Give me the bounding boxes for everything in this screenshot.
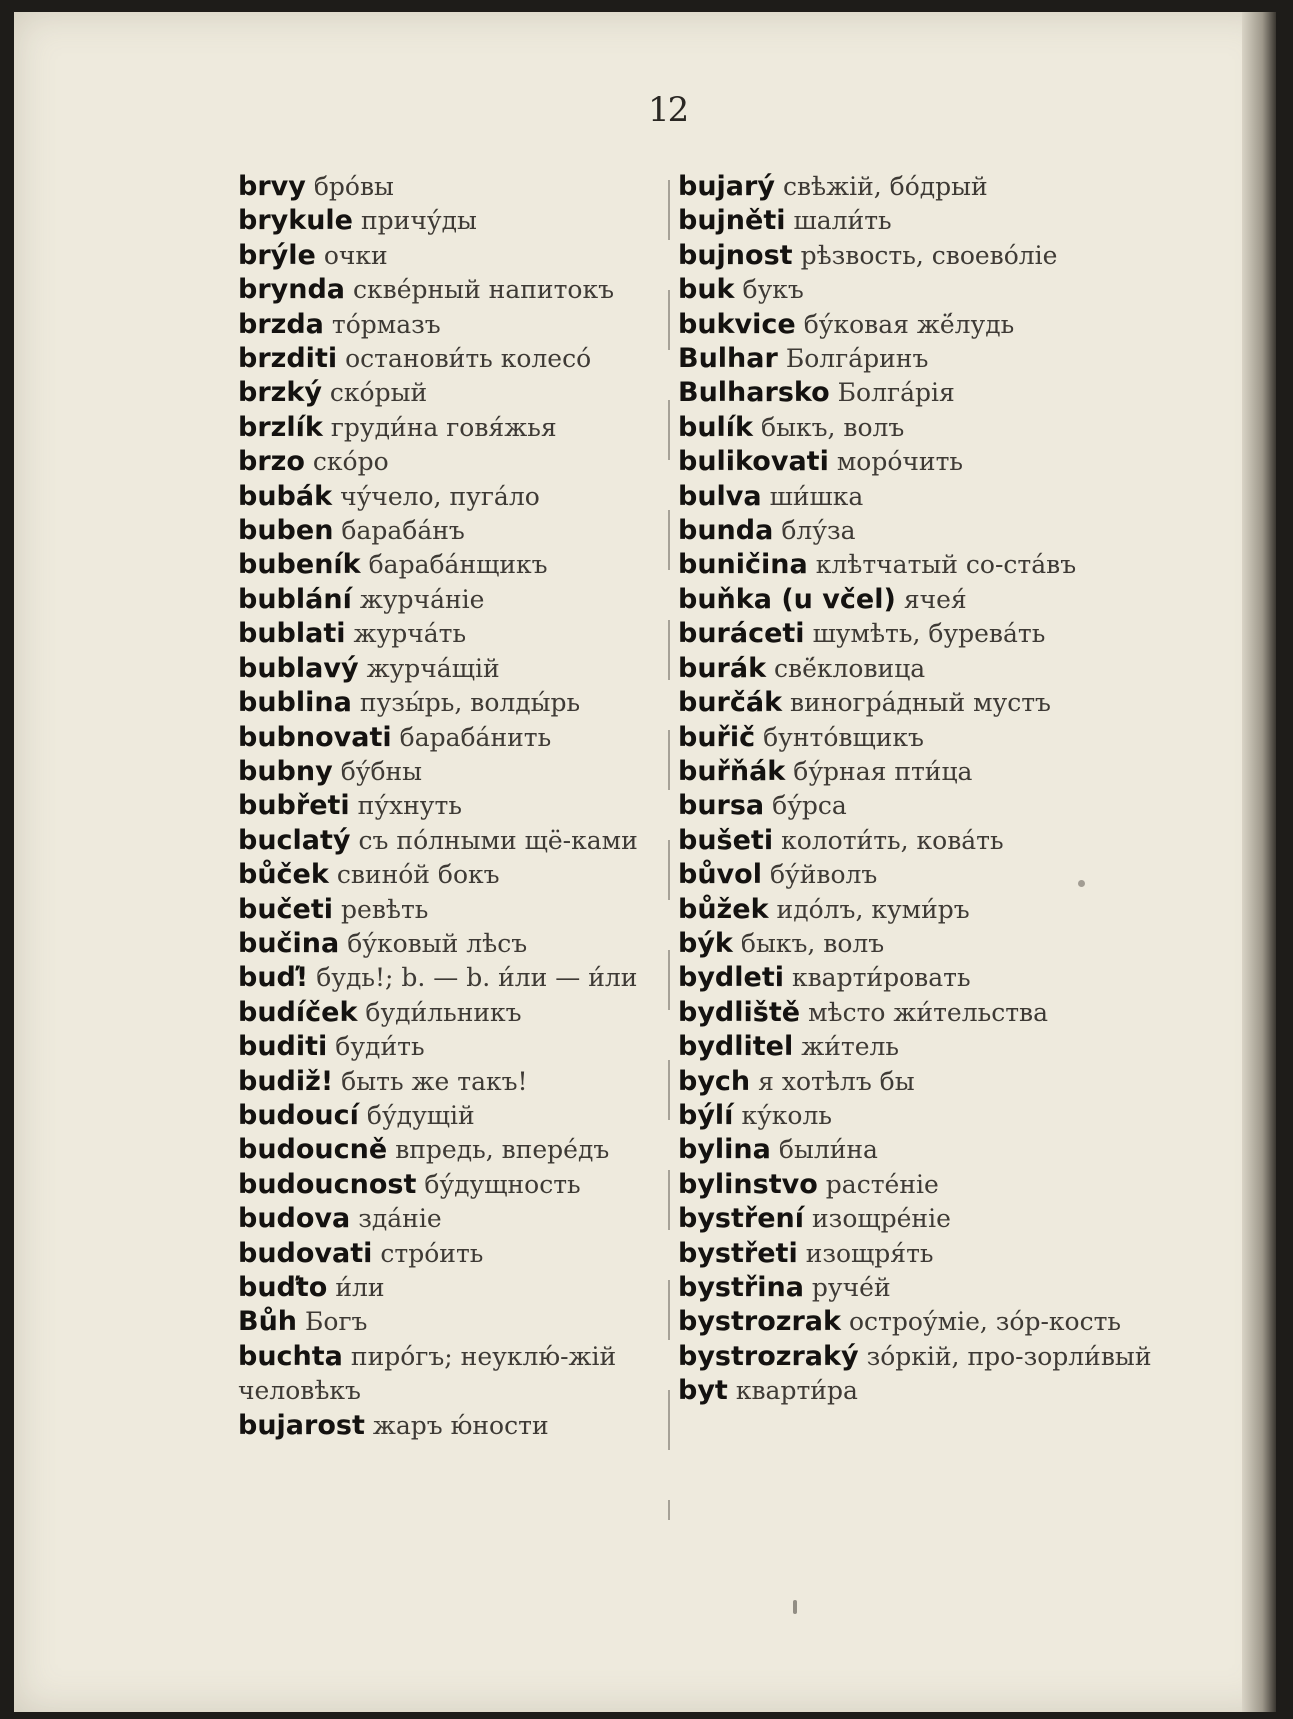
dictionary-entry (238, 961, 678, 995)
dictionary-entry (238, 239, 678, 273)
dictionary-entry (678, 1374, 1108, 1408)
dictionary-entry (678, 652, 1108, 686)
headword: bujarost (238, 1409, 365, 1441)
headword: buclatý (238, 824, 351, 856)
headword: brzditi (238, 343, 338, 375)
dictionary-entry (238, 1237, 678, 1271)
translation: журча́щій (366, 653, 500, 683)
headword: buřič (678, 721, 756, 753)
dictionary-entry (238, 858, 678, 892)
headword: brvy (238, 171, 306, 202)
translation: бу́йволъ (769, 860, 878, 890)
dictionary-entry (678, 893, 1108, 927)
translation: блу́за (781, 516, 856, 546)
dictionary-entry (678, 445, 1108, 479)
translation: съ по́лными щё-ками (358, 825, 638, 855)
dictionary-entry (238, 1305, 678, 1339)
dictionary-entry (678, 204, 1108, 238)
dictionary-entry (678, 755, 1108, 789)
headword: budíček (238, 996, 358, 1028)
dictionary-entry (678, 1030, 1108, 1064)
translation: виногра́дный мустъ (790, 688, 1051, 718)
headword: bujarý (678, 171, 775, 202)
translation: колоти́ть, кова́ть (781, 825, 1004, 855)
dictionary-entry (678, 342, 1108, 376)
translation: зо́ркій, про-зорли́вый (866, 1341, 1152, 1371)
translation: скве́рный напитокъ (353, 275, 614, 305)
translation: ско́ро (312, 447, 389, 477)
dictionary-entry (678, 1237, 1108, 1271)
dictionary-entry (678, 1271, 1108, 1305)
headword: býk (678, 927, 733, 959)
translation: я хотѣлъ бы (758, 1066, 915, 1096)
headword: bydleti (678, 962, 784, 994)
dictionary-entry (678, 583, 1108, 617)
dictionary-entry (238, 927, 678, 961)
translation: быть же такъ! (341, 1066, 528, 1096)
headword: buď! (238, 962, 309, 994)
translation: бу́ковый лѣсъ (347, 928, 528, 958)
headword: brzda (238, 308, 324, 340)
translation: кварти́ра (735, 1376, 858, 1406)
translation: ши́шка (769, 481, 864, 511)
headword: bublání (238, 583, 352, 615)
dictionary-entry (678, 1133, 1108, 1167)
dictionary-entry (678, 1065, 1108, 1099)
headword: bujnost (678, 239, 793, 271)
dictionary-entry (678, 927, 1108, 961)
dictionary-entry (238, 1133, 678, 1167)
dictionary-entry (238, 1202, 678, 1236)
translation: очки (323, 240, 388, 270)
headword: bublati (238, 618, 346, 650)
dictionary-entry (678, 824, 1108, 858)
headword: buničina (678, 549, 808, 581)
translation: пузы́рь, волды́рь (359, 688, 581, 718)
dictionary-entry (238, 1340, 678, 1409)
translation: будь!; b. — b. и́ли — и́ли (316, 963, 638, 993)
translation: руче́й (811, 1273, 891, 1302)
dictionary-entry (238, 996, 678, 1030)
dictionary-entry (238, 1168, 678, 1202)
translation: бу́дущность (424, 1169, 581, 1199)
headword: buditi (238, 1031, 328, 1063)
dictionary-entry (678, 308, 1108, 342)
headword: bublina (238, 687, 352, 719)
dictionary-entry (238, 1065, 678, 1099)
translation: груди́на говя́жья (330, 412, 557, 442)
translation: буди́льникъ (365, 997, 522, 1027)
dictionary-entry (238, 652, 678, 686)
translation: расте́ніе (825, 1169, 939, 1199)
headword: bystření (678, 1203, 805, 1235)
headword: bubák (238, 480, 333, 512)
headword: brýle (238, 239, 316, 271)
headword: brykule (238, 205, 353, 237)
translation: клѣтчатый со-ста́въ (815, 550, 1077, 580)
headword: bystřina (678, 1272, 804, 1303)
translation: бараба́нъ (341, 516, 465, 546)
ink-speck (793, 1600, 797, 1614)
headword: bylinstvo (678, 1168, 818, 1200)
translation: стро́ить (380, 1238, 484, 1268)
dictionary-entry (238, 789, 678, 823)
dictionary-entry (678, 617, 1108, 651)
translation: пиро́гъ; неуклю́-жій человѣкъ (238, 1341, 617, 1406)
headword: buk (678, 274, 735, 306)
translation: остроу́міе, зо́р-кость (848, 1307, 1122, 1337)
headword: budoucně (238, 1134, 388, 1166)
translation: впредь, впере́дъ (395, 1135, 610, 1165)
translation: и́ли (335, 1273, 385, 1302)
page-number: 12 (648, 90, 688, 130)
dictionary-entry (238, 617, 678, 651)
translation: шумѣть, бурева́ть (812, 619, 1046, 649)
headword: Bůh (238, 1306, 298, 1338)
dictionary-entry (238, 514, 678, 548)
dictionary-entry (678, 1202, 1108, 1236)
headword: buchta (238, 1340, 343, 1372)
translation: буди́ть (335, 1032, 425, 1062)
translation: зда́ніе (358, 1204, 442, 1234)
dictionary-entry (238, 170, 678, 204)
translation: быкъ, волъ (761, 412, 905, 442)
dictionary-entry (238, 548, 678, 582)
translation: журча́ть (353, 619, 467, 649)
dictionary-entry (678, 376, 1108, 410)
headword: bubeník (238, 549, 361, 581)
dictionary-entry (238, 308, 678, 342)
translation: бунто́вщикъ (763, 722, 924, 752)
dictionary-entry (678, 239, 1108, 273)
translation: моро́чить (836, 447, 964, 477)
dictionary-entry (238, 721, 678, 755)
translation: бу́рная пти́ца (793, 756, 973, 786)
headword: bystřeti (678, 1237, 798, 1269)
dictionary-entry (238, 204, 678, 238)
headword: bůžek (678, 893, 769, 925)
translation: журча́ніе (359, 584, 485, 614)
dictionary-entry (238, 273, 678, 307)
right-column (678, 170, 1152, 1409)
headword: býlí (678, 1099, 734, 1131)
dictionary-entry (678, 273, 1108, 307)
headword: Bulharsko (678, 377, 830, 409)
translation: свѣжій, бо́дрый (782, 172, 988, 201)
headword: bulva (678, 480, 762, 512)
headword: bubnovati (238, 721, 392, 753)
headword: bystrozrak (678, 1306, 841, 1338)
dictionary-entry (678, 548, 1108, 582)
translation: бараба́нщикъ (368, 550, 548, 580)
headword: bunda (678, 515, 774, 547)
headword: bučeti (238, 893, 334, 925)
dictionary-entry (238, 1409, 678, 1443)
headword: bukvice (678, 308, 796, 340)
headword: bůček (238, 859, 329, 891)
headword: bylina (678, 1134, 771, 1166)
headword: Bulhar (678, 343, 778, 375)
dictionary-entry (238, 342, 678, 376)
headword: bydliště (678, 996, 801, 1028)
translation: рѣзвость, своево́ліе (800, 240, 1058, 270)
dictionary-entry (238, 1271, 678, 1305)
headword: buben (238, 515, 334, 547)
dictionary-entry (238, 480, 678, 514)
translation: бу́бны (340, 756, 423, 786)
dictionary-entry (678, 480, 1108, 514)
dictionary-entry (678, 686, 1108, 720)
translation: жаръ ю́ности (372, 1410, 549, 1440)
translation: Болга́ринъ (785, 344, 929, 374)
dictionary-entry (678, 996, 1108, 1030)
translation: быкъ, волъ (740, 928, 885, 958)
headword: byt (678, 1375, 728, 1407)
headword: buňka (u včel) (678, 583, 896, 615)
dictionary-entry (238, 583, 678, 617)
headword: bystrozraký (678, 1340, 859, 1372)
translation: жи́тель (801, 1032, 900, 1062)
translation: пу́хнуть (357, 791, 462, 821)
dictionary-entry (678, 961, 1108, 995)
dictionary-entry (238, 411, 678, 445)
dictionary-entry (238, 755, 678, 789)
translation: свино́й бокъ (336, 860, 500, 890)
dictionary-entry (678, 411, 1108, 445)
translation: свё́кловица (774, 653, 926, 683)
translation: ско́рый (329, 378, 428, 408)
translation: бу́ковая жё́лудь (803, 309, 1015, 339)
headword: buřňák (678, 755, 786, 787)
headword: brzký (238, 377, 322, 409)
dictionary-entry (238, 445, 678, 479)
dictionary-entry (678, 1305, 1122, 1339)
translation: Богъ (305, 1307, 368, 1337)
translation: Болга́рія (837, 378, 955, 408)
headword: bych (678, 1065, 751, 1097)
translation: шали́ть (793, 206, 892, 236)
dictionary-entry (678, 514, 1108, 548)
ink-speck (1078, 880, 1085, 887)
dictionary-entry (678, 1340, 1152, 1374)
translation: букъ (742, 275, 804, 305)
headword: bubřeti (238, 790, 350, 822)
headword: bydlitel (678, 1031, 794, 1063)
dictionary-entry (678, 1099, 1108, 1133)
page-edge-shadow (1242, 12, 1276, 1712)
translation: идо́лъ, куми́ръ (776, 894, 970, 924)
dictionary-entry (678, 858, 1108, 892)
dictionary-entry (238, 686, 678, 720)
dictionary-entry (238, 1030, 678, 1064)
dictionary-entry (238, 893, 678, 927)
translation: останови́ть колесо́ (345, 344, 592, 374)
translation: ку́коль (741, 1100, 832, 1130)
headword: burák (678, 652, 767, 684)
translation: были́на (778, 1135, 878, 1165)
headword: brzo (238, 446, 305, 478)
headword: bubny (238, 755, 333, 787)
headword: budoucnost (238, 1168, 417, 1200)
headword: bursa (678, 790, 765, 822)
headword: buráceti (678, 618, 805, 650)
headword: burčák (678, 687, 783, 719)
headword: budoucí (238, 1099, 359, 1131)
translation: изощря́ть (805, 1238, 934, 1268)
dictionary-entry (678, 1168, 1108, 1202)
left-column (238, 170, 678, 1443)
dictionary-entry (238, 376, 678, 410)
headword: bujněti (678, 205, 786, 237)
translation: изощре́ніе (812, 1204, 951, 1234)
headword: brzlík (238, 411, 323, 443)
translation: то́рмазъ (331, 309, 441, 339)
dictionary-entry (678, 789, 1108, 823)
headword: budova (238, 1203, 351, 1235)
dictionary-entry (678, 170, 1108, 204)
headword: bulík (678, 411, 754, 443)
translation: чу́чело, пуга́ло (340, 481, 540, 511)
headword: bušeti (678, 824, 774, 856)
translation: бро́вы (313, 172, 394, 201)
headword: buďto (238, 1272, 328, 1303)
translation: кварти́ровать (791, 963, 971, 993)
translation: бу́рса (772, 791, 847, 821)
headword: bublavý (238, 652, 359, 684)
headword: brynda (238, 274, 346, 306)
headword: bučina (238, 927, 340, 959)
headword: budiž! (238, 1065, 334, 1097)
translation: ревѣть (341, 894, 429, 924)
dictionary-entry (238, 1099, 678, 1133)
headword: bůvol (678, 859, 762, 891)
translation: причу́ды (361, 206, 477, 236)
headword: budovati (238, 1237, 373, 1269)
dictionary-entry (678, 721, 1108, 755)
translation: бараба́нить (399, 722, 552, 752)
headword: bulikovati (678, 446, 829, 478)
translation: мѣсто жи́тельства (808, 997, 1049, 1027)
dictionary-entry (238, 824, 678, 858)
translation: ячея́ (903, 584, 967, 614)
translation: бу́дущій (366, 1100, 475, 1130)
